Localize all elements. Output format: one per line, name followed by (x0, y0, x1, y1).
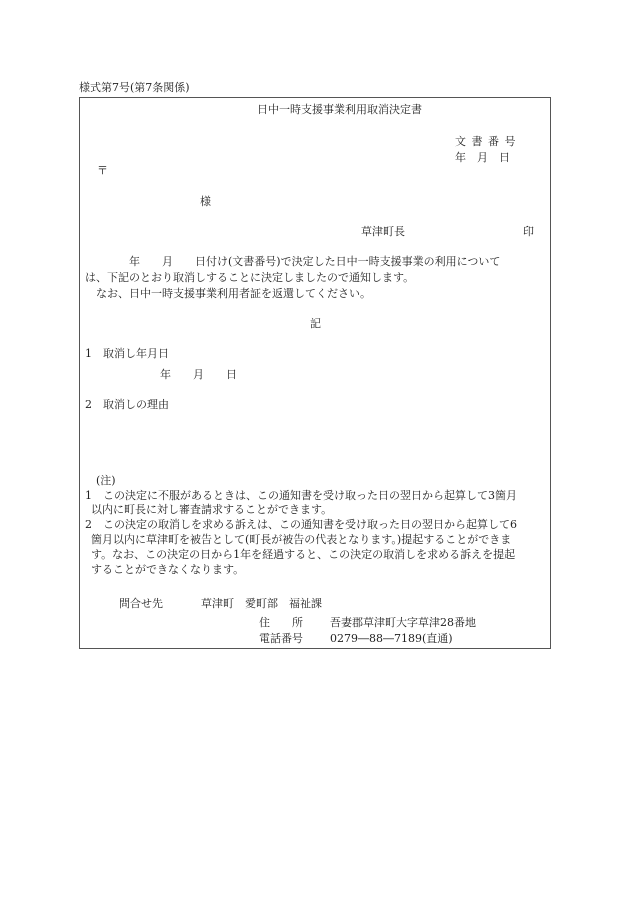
note2-line-2: 箇月以内に草津町を被告として(町長が被告の代表となります。)提起することができま (91, 533, 512, 546)
postal-mark: 〒 (97, 164, 108, 177)
note2-line-4: することができなくなります。 (91, 563, 245, 576)
note1-line-1: 1 この決定に不服があるときは、この通知書を受け取った日の翌日から起算して3箇月 (85, 489, 517, 502)
phone-label: 電話番号 (259, 632, 303, 645)
date-label: 年 月 日 (455, 151, 510, 164)
phone-value: 0279―88―7189(直通) (330, 632, 453, 645)
issuer-name: 草津町長 (361, 225, 405, 238)
doc-number-label: 文 書 番 号 (455, 135, 516, 148)
item1-date: 年 月 日 (160, 368, 237, 381)
note-heading: (注) (96, 474, 116, 487)
body-line-2: は、下記のとおり取消しすることに決定しましたので通知します。 (85, 271, 415, 284)
address-value: 吾妻郡草津町大字草津28番地 (330, 616, 476, 629)
item2-label: 2 取消しの理由 (85, 398, 169, 411)
note1-line-2: 以内に町長に対し審査請求することができます。 (91, 503, 333, 516)
form-label: 様式第7号(第7条関係) (79, 81, 190, 94)
contact-label: 問合せ先 (119, 597, 163, 610)
body-line-3: なお、日中一時支援事業利用者証を返還してください。 (85, 287, 371, 300)
document-title: 日中一時支援事業利用取消決定書 (257, 103, 422, 116)
seal-mark: 印 (523, 225, 534, 238)
body-line-1: 年 月 日付け(文書番号)で決定した日中一時支援事業の利用について (85, 255, 501, 268)
contact-dept: 草津町 愛町部 福祉課 (201, 597, 322, 610)
addressee-sama: 様 (200, 195, 211, 208)
ki-heading: 記 (310, 317, 321, 330)
address-label: 住 所 (259, 616, 303, 629)
note2-line-3: す。なお、この決定の日から1年を経過すると、この決定の取消しを求める訴えを提起 (91, 548, 516, 561)
note2-line-1: 2 この決定の取消しを求める訴えは、この通知書を受け取った日の翌日から起算して6 (85, 518, 517, 531)
item1-label: 1 取消し年月日 (85, 347, 169, 360)
